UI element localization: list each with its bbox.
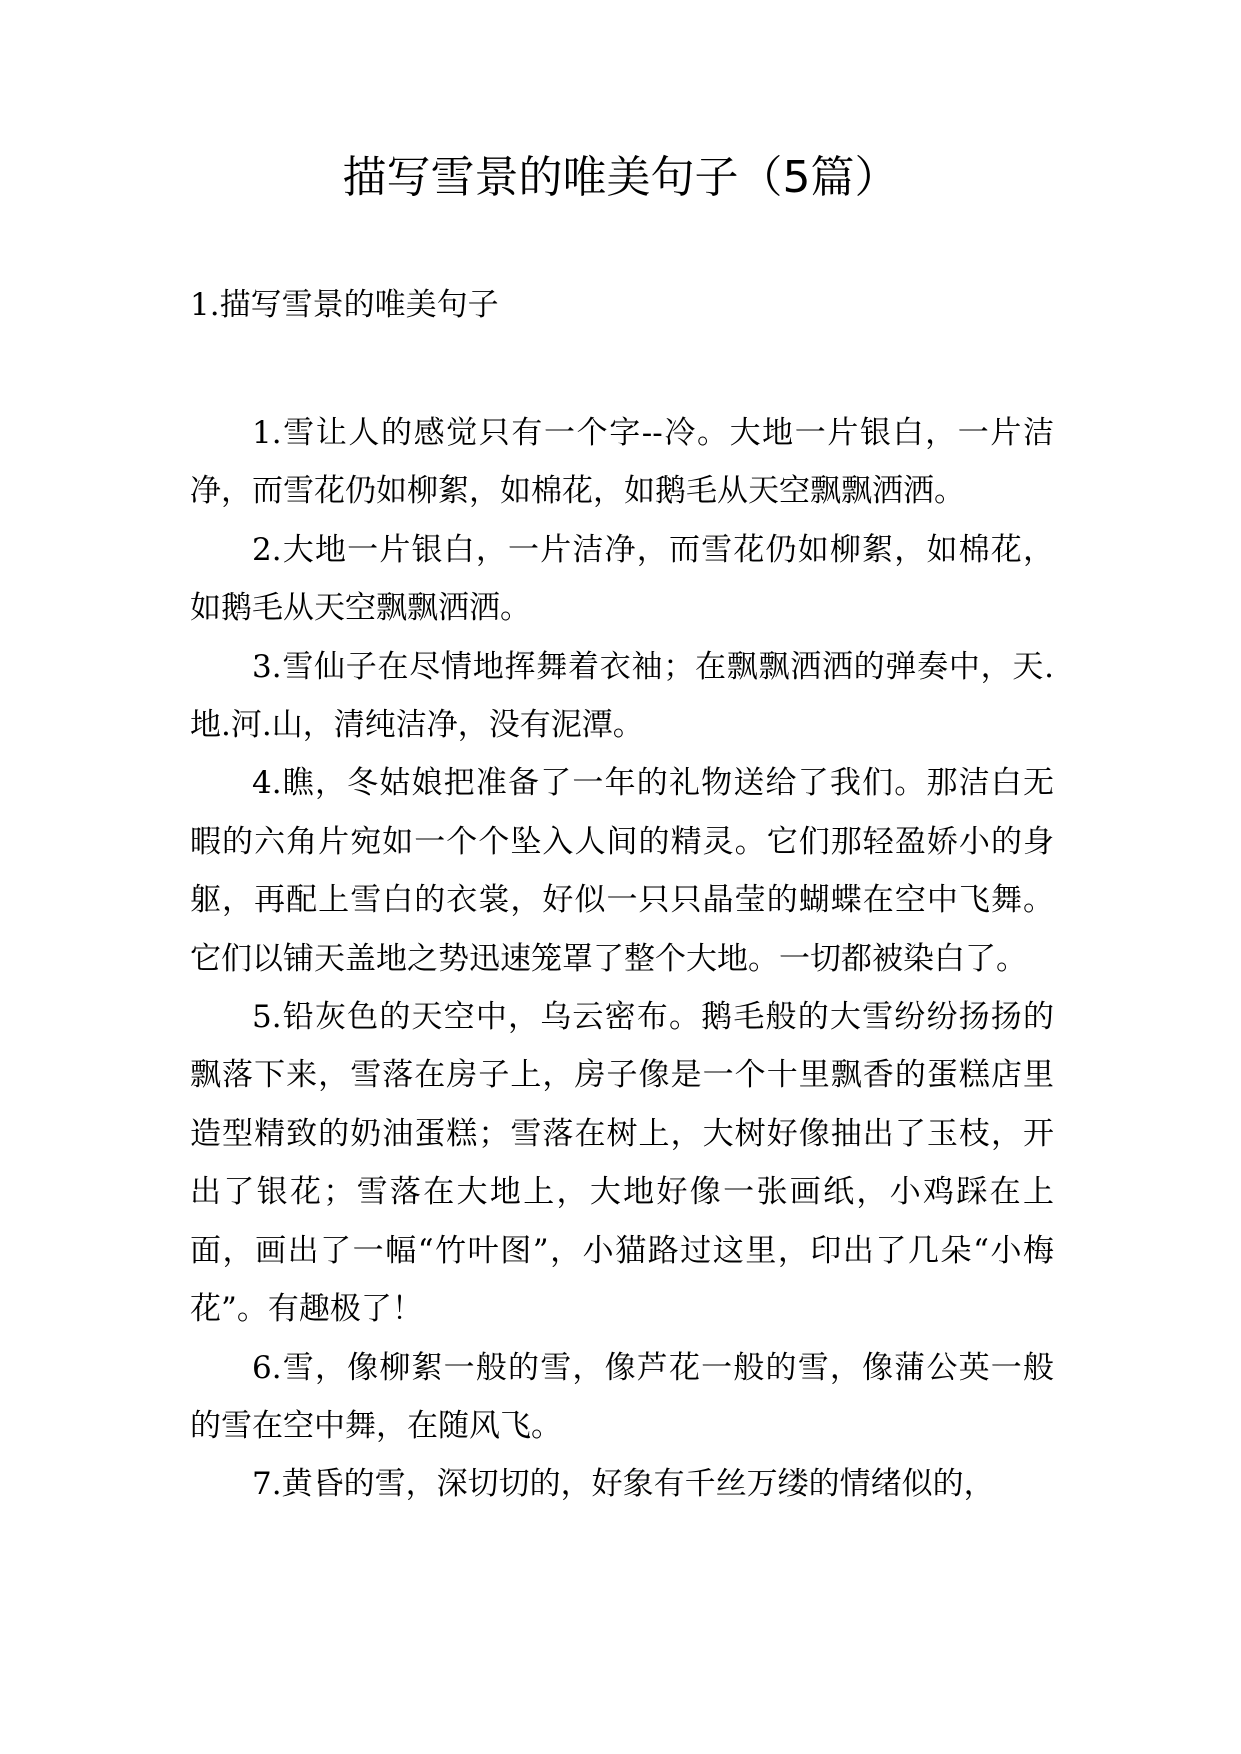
- paragraph: 7.黄昏的雪，深切切的，好象有千丝万缕的情绪似的，: [252, 1466, 995, 1503]
- document-body: [190, 404, 1054, 1514]
- paragraph: 2.大地一片银白，一片洁净，而雪花仍如柳絮，如棉花，如鹅毛从天空飘飘洒洒。: [190, 531, 1054, 627]
- paragraph: 3.雪仙子在尽情地挥舞着衣袖；在飘飘洒洒的弹奏中，天.地.河.山，清纯洁净，没有泥潭。: [190, 648, 1054, 744]
- section-heading: 1.描写雪景的唯美句子: [190, 287, 499, 323]
- paragraph: 1.雪让人的感觉只有一个字--冷。大地一片银白，一片洁净，而雪花仍如柳絮，如棉花，如鹅毛从天空飘飘洒洒。: [190, 415, 1054, 510]
- paragraph: 5.铅灰色的天空中，乌云密布。鹅毛般的大雪纷纷扬扬的飘落下来，雪落在房子上，房子像是一个十里飘香的蛋糕店里造型精致的奶油蛋糕；雪落在树上，大树好像抽出了玉枝，开出了银花；雪落在大地上，大地好像一张画纸，小鸡踩在上面，画出了一幅“竹叶图”，小猫路过这里，印出了几朵“小梅花”。有趣极了！: [190, 999, 1054, 1328]
- document-title: 描写雪景的唯美句子（5篇）: [342, 152, 899, 203]
- paragraph: 4.瞧，冬姑娘把准备了一年的礼物送给了我们。那洁白无暇的六角片宛如一个个坠入人间的精灵。它们那轻盈娇小的身躯，再配上雪白的衣裳，好似一只只晶莹的蝴蝶在空中飞舞。它们以铺天盖地之势迅速笼罩了整个大地。一切都被染白了。: [190, 765, 1054, 977]
- paragraph: 6.雪，像柳絮一般的雪，像芦花一般的雪，像蒲公英一般的雪在空中舞，在随风飞。: [190, 1349, 1054, 1444]
